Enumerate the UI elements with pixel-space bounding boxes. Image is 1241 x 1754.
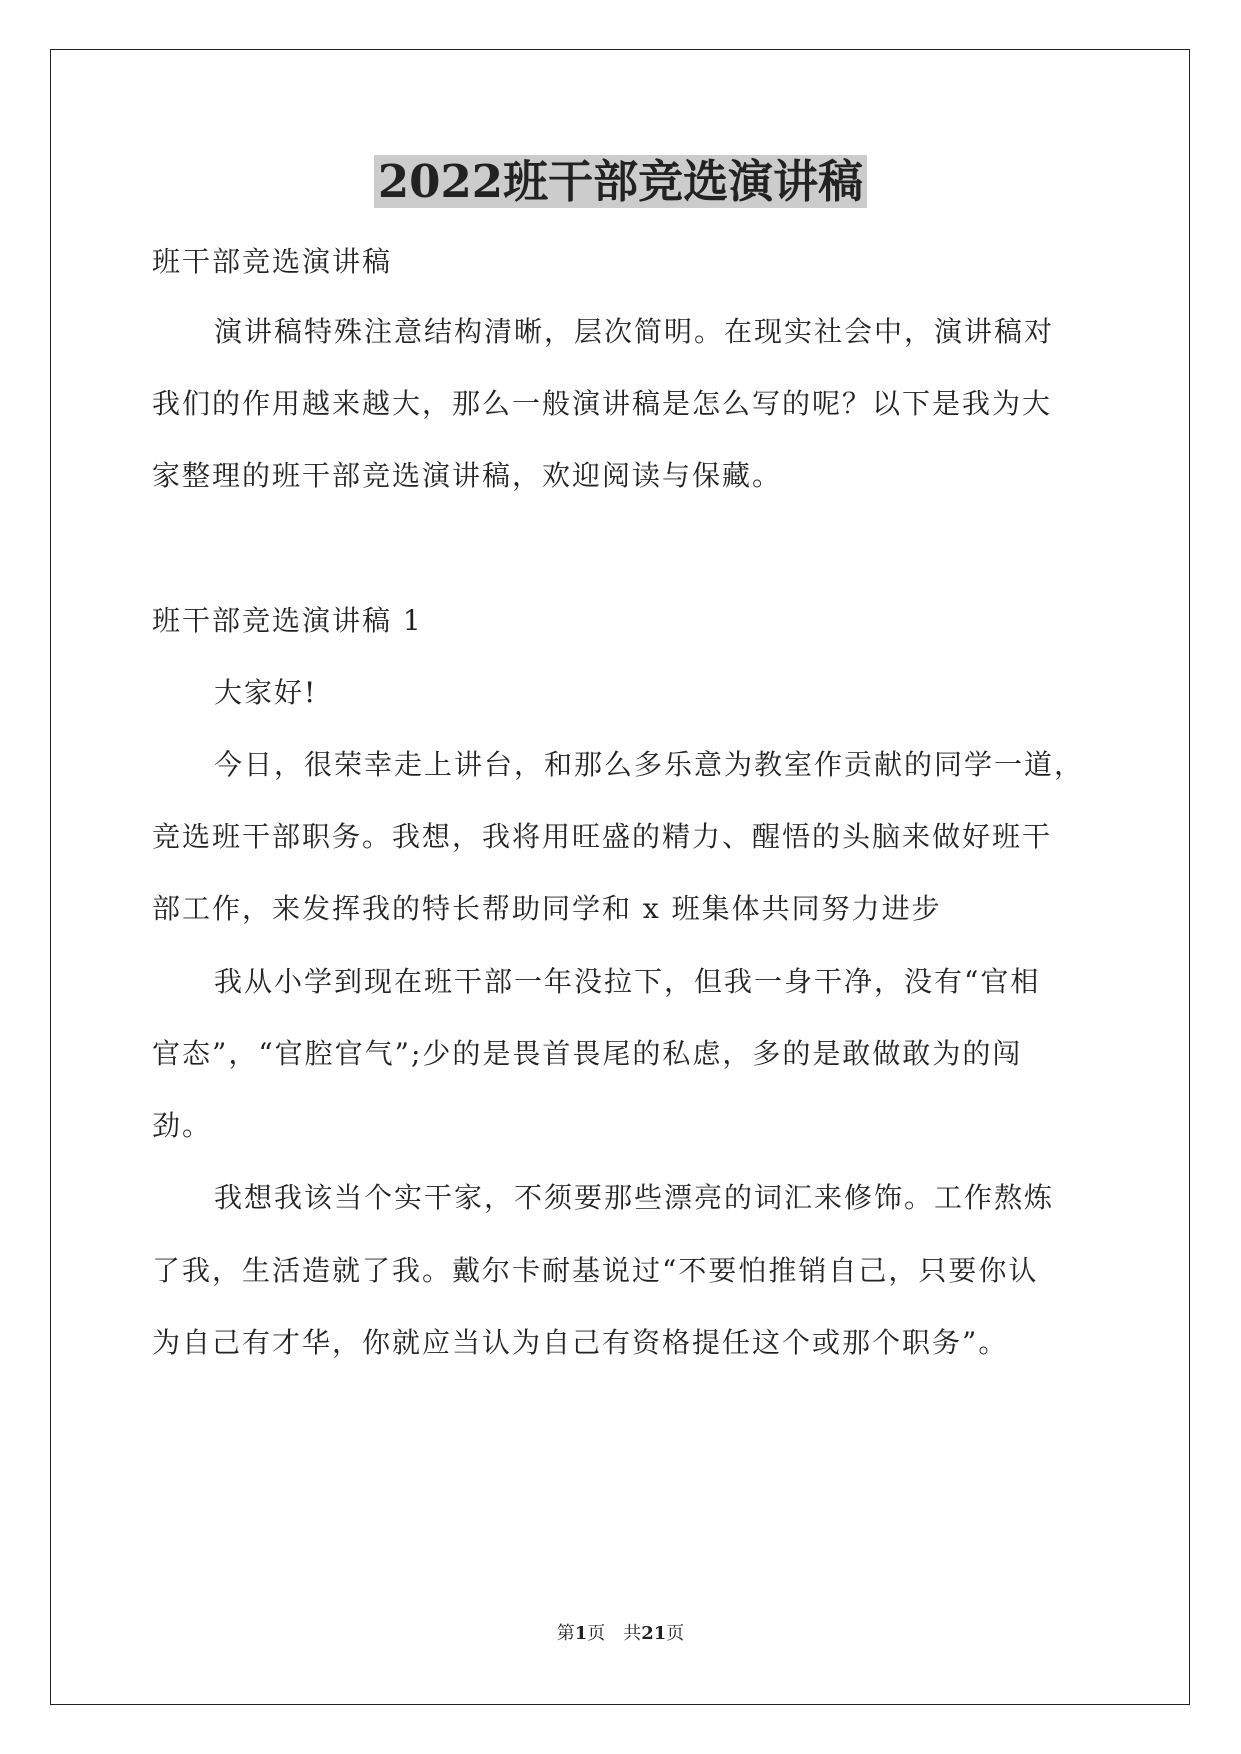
paragraph-line: 演讲稿特殊注意结构清晰，层次简明。在现实社会中，演讲稿对 xyxy=(214,315,1055,348)
subtitle-line: 班干部竞选演讲稿 xyxy=(152,245,393,278)
page-border xyxy=(50,49,1190,1705)
paragraph-line: 今日，很荣幸走上讲台，和那么多乐意为教室作贡献的同学一道， xyxy=(214,748,1085,781)
paragraph-line: 了我，生活造就了我。戴尔卡耐基说过“不要怕推销自己，只要你认 xyxy=(152,1254,1039,1287)
page-footer xyxy=(0,1622,1241,1646)
paragraph-line: 我从小学到现在班干部一年没拉下，但我一身干净，没有“官相 xyxy=(214,965,1041,998)
paragraph-line: 家整理的班干部竞选演讲稿，欢迎阅读与保藏。 xyxy=(152,459,783,492)
page-prefix: 第 xyxy=(556,1623,575,1644)
paragraph-line: 大家好! xyxy=(214,676,318,709)
page-suffix: 页 xyxy=(666,1623,685,1644)
paragraph-line: 官态”，“官腔官气”;少的是畏首畏尾的私虑，多的是敢做敢为的闯 xyxy=(152,1037,1023,1070)
page-total: 21 xyxy=(641,1623,667,1644)
paragraph-line: 为自己有才华，你就应当认为自己有资格提任这个或那个职务”。 xyxy=(152,1326,1009,1359)
document-title-text: 2022班干部竞选演讲稿 xyxy=(374,155,867,208)
paragraph-line: 我们的作用越来越大，那么一般演讲稿是怎么写的呢？以下是我为大 xyxy=(152,387,1053,420)
page-mid: 页 共 xyxy=(587,1623,642,1644)
paragraph-line: 我想我该当个实干家，不须要那些漂亮的词汇来修饰。工作熬炼 xyxy=(214,1181,1055,1214)
page-current: 1 xyxy=(574,1623,588,1644)
section-heading: 班干部竞选演讲稿 1 xyxy=(152,604,423,637)
document-title xyxy=(0,152,1241,212)
paragraph-line: 部工作，来发挥我的特长帮助同学和 x 班集体共同努力进步 xyxy=(152,892,942,925)
paragraph-line: 竞选班干部职务。我想，我将用旺盛的精力、醒悟的头脑来做好班干 xyxy=(152,820,1053,853)
paragraph-line: 劲。 xyxy=(152,1109,213,1142)
